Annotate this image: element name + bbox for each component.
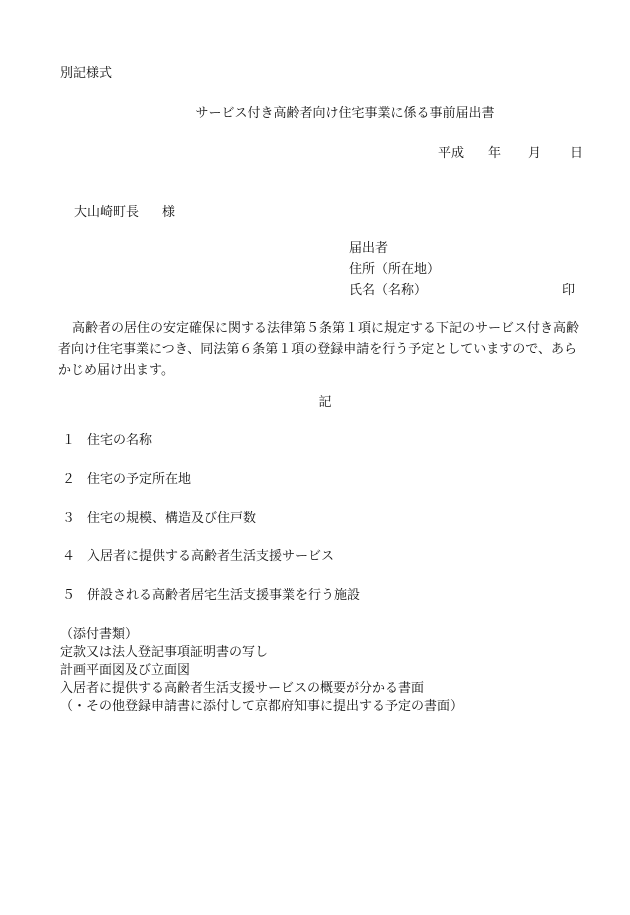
- date-day: 日: [570, 146, 584, 161]
- list-item: [62, 512, 256, 525]
- item-number: ２: [62, 472, 76, 487]
- item-label: 住宅の予定所在地: [87, 472, 192, 487]
- applicant-name-row: [349, 284, 575, 305]
- item-number: ３: [62, 511, 76, 526]
- item-number: ４: [62, 549, 76, 564]
- ki-heading: 記: [318, 395, 332, 410]
- list-item: [62, 434, 152, 447]
- applicant-address: 住所（所在地）: [349, 262, 441, 277]
- date-line: [438, 147, 583, 160]
- date-era: 平成: [438, 146, 465, 161]
- addressee-honorific: 様: [162, 205, 176, 220]
- seal-mark: 印: [561, 283, 575, 298]
- attachments-section: [60, 628, 463, 718]
- item-label: 併設される高齢者居宅生活支援事業を行う施設: [87, 588, 361, 603]
- list-item: [62, 473, 191, 486]
- applicant-name: 氏名（名称）: [349, 283, 428, 298]
- addressee: [74, 206, 175, 219]
- body-paragraph: 高齢者の居住の安定確保に関する法律第５条第１項に規定する下記のサービス付き高齢者向け住宅事業につき、同法第６条第１項の登録申請を行う予定としていますので、あらかじめ届け出ます。: [58, 321, 580, 378]
- item-number: ５: [62, 588, 76, 603]
- item-label: 住宅の名称: [87, 433, 153, 448]
- form-label: 別記様式: [60, 66, 113, 81]
- list-item: [62, 589, 360, 602]
- attachment-line: （・その他登録申請書に添付して京都府知事に提出する予定の書面）: [60, 699, 464, 714]
- date-month: 月: [528, 146, 542, 161]
- addressee-name: 大山崎町長: [74, 205, 140, 220]
- list-item: [62, 550, 334, 563]
- item-label: 入居者に提供する高齢者生活支援サービス: [87, 549, 335, 564]
- applicant-label: 届出者: [349, 241, 389, 256]
- applicant-block: [349, 242, 575, 305]
- attachments-heading: （添付書類）: [60, 627, 139, 642]
- item-label: 住宅の規模、構造及び住戸数: [87, 511, 257, 526]
- date-year: 年: [488, 146, 502, 161]
- document-title: サービス付き高齢者向け住宅事業に係る事前届出書: [195, 106, 495, 121]
- attachment-line: 計画平面図及び立面図: [60, 663, 191, 678]
- item-number: １: [62, 433, 76, 448]
- attachment-line: 定款又は法人登記事項証明書の写し: [60, 645, 269, 660]
- attachment-line: 入居者に提供する高齢者生活支援サービスの概要が分かる書面: [60, 681, 425, 696]
